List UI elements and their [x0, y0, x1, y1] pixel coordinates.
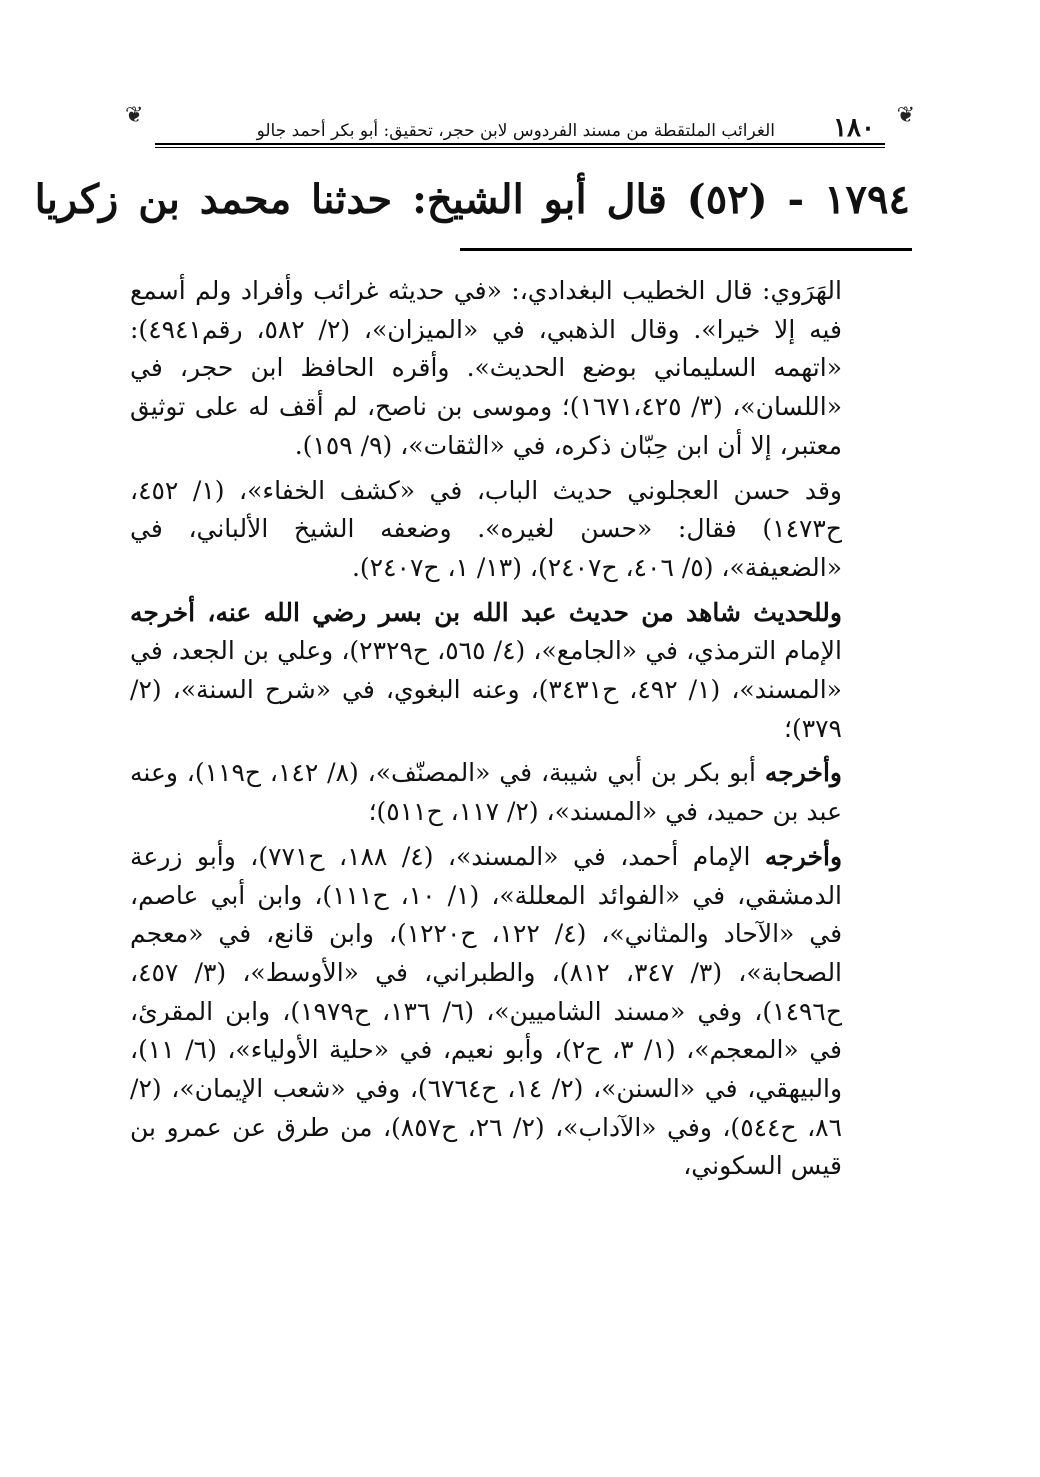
main-text	[130, 272, 842, 1192]
paragraph-text: وقد حسن العجلوني حديث الباب، في «كشف الخفاء»، (١/ ٤٥٢، ح١٤٧٣) فقال: «حسن لغيره». وضعفه الشيخ الألباني، في «الضعيفة»، (٥/ ٤٠٦، ح٢٤٠٧)، (١٣/ ١، ح٢٤٠٧).	[130, 475, 843, 582]
paragraph-text: الإمام الترمذي، في «الجامع»، (٤/ ٥٦٥، ح٢٣٢٩)، وعلي بن الجعد، في «المسند»، (١/ ٤٩٢، ح٣٤٣١)، وعنه البغوي، في «شرح السنة»، (٢/ ٣٧٩)؛	[130, 636, 843, 743]
page-number: ١٨٠	[833, 113, 875, 143]
paragraph-2	[130, 472, 842, 588]
header-rule	[155, 143, 885, 145]
paragraph-bold-lead: وأخرجه	[764, 758, 842, 788]
paragraph-bold-lead: وأخرجه	[764, 841, 843, 871]
paragraph-1	[130, 272, 842, 466]
running-title: الغرائب الملتقطة من مسند الفردوس لابن حجر، تحقيق: أبو بكر أحمد جالو	[256, 121, 775, 141]
ornament-left-icon: ❦	[125, 103, 144, 128]
paragraph-text: أبو بكر بن أبي شيبة، في «المصنّف»، (٨/ ١٤٢، ح١١٩)، وعنه عبد بن حميد، في «المسند»، (٢/ ١١٧، ح٥١١)؛	[130, 758, 842, 827]
paragraph-bold-lead: وللحديث شاهد من حديث عبد الله بن بسر رضي الله عنه، أخرجه	[130, 597, 842, 627]
paragraph-text: الهَرَوي: قال الخطيب البغدادي،: «في حديثه غرائب وأفراد ولم أسمع فيه إلا خيرا». وقال الذهبي، في «الميزان»، (٢/ ٥٨٢، رقم٤٩٤١): «اتهمه السليماني بوضع الحديث». وأقره الحافظ ابن حجر، في «اللسان»، (٣/ ١٦٧١،٤٢٥)؛ وموسى بن ناصح، لم أقف له على توثيق معتبر، إلا أن ابن حِبّان ذكره، في «الثقات»، (٩/ ١٥٩).	[130, 276, 843, 460]
header-rule-thin	[155, 147, 885, 148]
heading-underline	[460, 248, 912, 251]
ornament-right-icon: ❦	[896, 103, 915, 128]
paragraph-3	[130, 594, 842, 749]
running-header	[125, 100, 915, 146]
paragraph-4	[130, 754, 842, 831]
paragraph-text: الإمام أحمد، في «المسند»، (٤/ ١٨٨، ح٧٧١)، وأبو زرعة الدمشقي، في «الفوائد المعللة»، (١/ ١٠، ح١١١)، وابن أبي عاصم، في «الآحاد والمثاني»، (٤/ ١٢٢، ح١٢٢٠)، وابن قانع، في «معجم الصحابة»، (٣/ ٣٤٧، ٨١٢)، والطبراني، في «الأوسط»، (٣/ ٤٥٧، ح١٤٩٦)، وفي «مسند الشاميين»، (٦/ ١٣٦، ح١٩٧٩)، وابن المقرئ، في «المعجم»، (١/ ٣، ح٢)، وأبو نعيم، في «حلية الأولياء»، (٦/ ١١)، والبيهقي، في «السنن»، (٢/ ١٤، ح٦٧٦٤)، وفي «شعب الإيمان»، (٢/ ٨٦، ح٥٤٤)، وفي «الآداب»، (٢/ ٢٦، ح٨٥٧)، من طرق عن عمرو بن قيس السكوني،	[130, 841, 843, 1181]
hadith-heading: ١٧٩٤ - (٥٢) قال أبو الشيخ: حدثنا محمد بن زكريا	[34, 176, 910, 223]
paragraph-5	[130, 838, 842, 1186]
